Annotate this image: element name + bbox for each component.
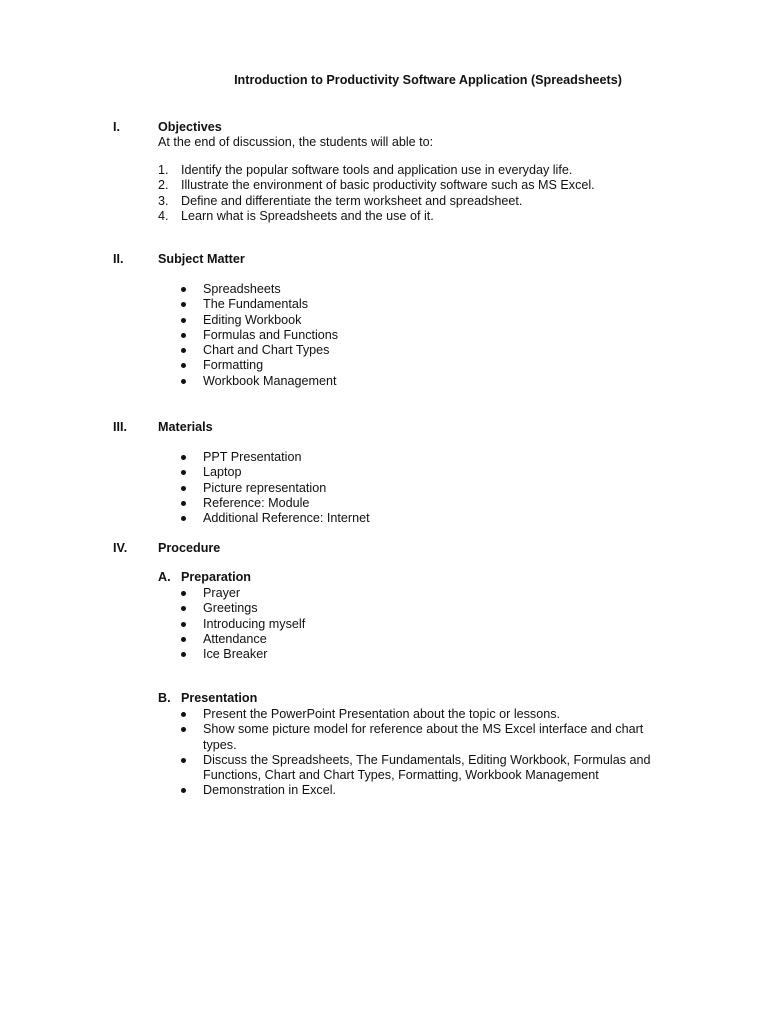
list-item-text: Chart and Chart Types — [203, 343, 330, 358]
list-item-text: Reference: Module — [203, 495, 310, 510]
list-item-text: Show some picture model for reference about the MS Excel interface and chart types. — [203, 722, 644, 752]
bullet-icon — [181, 637, 186, 642]
list-item — [181, 328, 338, 343]
bullet-icon — [181, 727, 186, 732]
list-item — [181, 282, 338, 297]
bullet-icon — [181, 333, 186, 338]
section-number-objectives: I. — [113, 120, 120, 134]
list-item-text: PPT Presentation — [203, 450, 302, 464]
bullet-icon — [181, 788, 186, 793]
objectives-intro: At the end of discussion, the students will able to: — [158, 135, 434, 149]
section-heading-materials: Materials — [158, 420, 213, 434]
list-item — [181, 374, 338, 389]
list-item — [181, 465, 370, 480]
presentation-list — [181, 707, 673, 799]
bullet-icon — [181, 318, 186, 323]
list-item — [181, 313, 338, 328]
section-number-subject-matter: II. — [113, 252, 124, 266]
list-item-text: Additional Reference: Internet — [203, 511, 370, 526]
list-item-text: Prayer — [203, 586, 241, 600]
list-item — [181, 496, 370, 511]
objectives-list — [158, 163, 595, 224]
section-heading-objectives: Objectives — [158, 120, 222, 134]
subject-matter-list — [181, 282, 338, 389]
list-item-text: Introducing myself — [203, 616, 306, 631]
bullet-icon — [181, 606, 186, 611]
list-item-text: Learn what is Spreadsheets and the use of it. — [181, 208, 434, 223]
list-item-text: Greetings — [203, 601, 258, 616]
list-item — [158, 178, 595, 193]
list-item — [181, 753, 673, 784]
list-item-text: Ice Breaker — [203, 647, 268, 662]
list-item — [181, 511, 370, 526]
list-item — [181, 358, 338, 373]
bullet-icon — [181, 652, 186, 657]
subsection-heading-preparation — [158, 570, 251, 585]
list-number: 3. — [158, 193, 169, 208]
bullet-icon — [181, 516, 186, 521]
list-item — [181, 297, 338, 312]
list-item-text: Spreadsheets — [203, 282, 281, 296]
section-number-materials: III. — [113, 420, 127, 434]
list-item-text: Laptop — [203, 465, 242, 480]
list-number: 1. — [158, 163, 169, 177]
bullet-icon — [181, 486, 186, 491]
list-item-text: Workbook Management — [203, 373, 337, 388]
bullet-icon — [181, 302, 186, 307]
bullet-icon — [181, 622, 186, 627]
list-item-text: The Fundamentals — [203, 297, 309, 312]
list-number: 2. — [158, 178, 169, 193]
bullet-icon — [181, 758, 186, 763]
section-number-procedure: IV. — [113, 541, 128, 555]
list-item-text: Define and differentiate the term worksheet and spreadsheet. — [181, 193, 523, 208]
materials-list — [181, 450, 370, 526]
subsection-title: Preparation — [181, 570, 251, 584]
bullet-icon — [181, 348, 186, 353]
bullet-icon — [181, 712, 186, 717]
subsection-title: Presentation — [181, 691, 258, 705]
list-item-text: Discuss the Spreadsheets, The Fundamentals, Editing Workbook, Formulas and Functions, Chart and Chart Types, Formatting, Workbook Management — [203, 752, 651, 783]
list-item — [181, 632, 305, 647]
list-item-text: Editing Workbook — [203, 312, 302, 327]
list-item-text: Attendance — [203, 631, 267, 646]
subsection-heading-presentation — [158, 691, 257, 706]
subsection-letter: A. — [158, 570, 171, 584]
list-item-text: Picture representation — [203, 480, 327, 495]
section-heading-subject-matter: Subject Matter — [158, 252, 245, 266]
bullet-icon — [181, 501, 186, 506]
document-title: Introduction to Productivity Software Application (Spreadsheets) — [234, 73, 622, 87]
list-item — [158, 194, 595, 209]
list-item-text: Demonstration in Excel. — [203, 783, 336, 798]
list-item — [181, 450, 370, 465]
list-item-text: Formulas and Functions — [203, 327, 339, 342]
bullet-icon — [181, 470, 186, 475]
bullet-icon — [181, 379, 186, 384]
list-item — [181, 481, 370, 496]
list-item — [181, 586, 305, 601]
list-item-text: Identify the popular software tools and application use in everyday life. — [181, 163, 573, 177]
list-item — [181, 617, 305, 632]
bullet-icon — [181, 287, 186, 292]
list-item-text: Illustrate the environment of basic productivity software such as MS Excel. — [181, 178, 595, 193]
list-number: 4. — [158, 208, 169, 223]
list-item-text: Formatting — [203, 358, 264, 373]
list-item — [181, 783, 673, 798]
bullet-icon — [181, 591, 186, 596]
subsection-letter: B. — [158, 691, 171, 705]
bullet-icon — [181, 363, 186, 368]
section-heading-procedure: Procedure — [158, 541, 221, 555]
list-item — [181, 707, 673, 722]
list-item — [181, 601, 305, 616]
list-item — [181, 647, 305, 662]
list-item — [181, 343, 338, 358]
list-item — [158, 209, 595, 224]
bullet-icon — [181, 455, 186, 460]
preparation-list — [181, 586, 305, 662]
list-item — [158, 163, 595, 178]
list-item-text: Present the PowerPoint Presentation about the topic or lessons. — [203, 707, 561, 721]
list-item — [181, 722, 673, 753]
